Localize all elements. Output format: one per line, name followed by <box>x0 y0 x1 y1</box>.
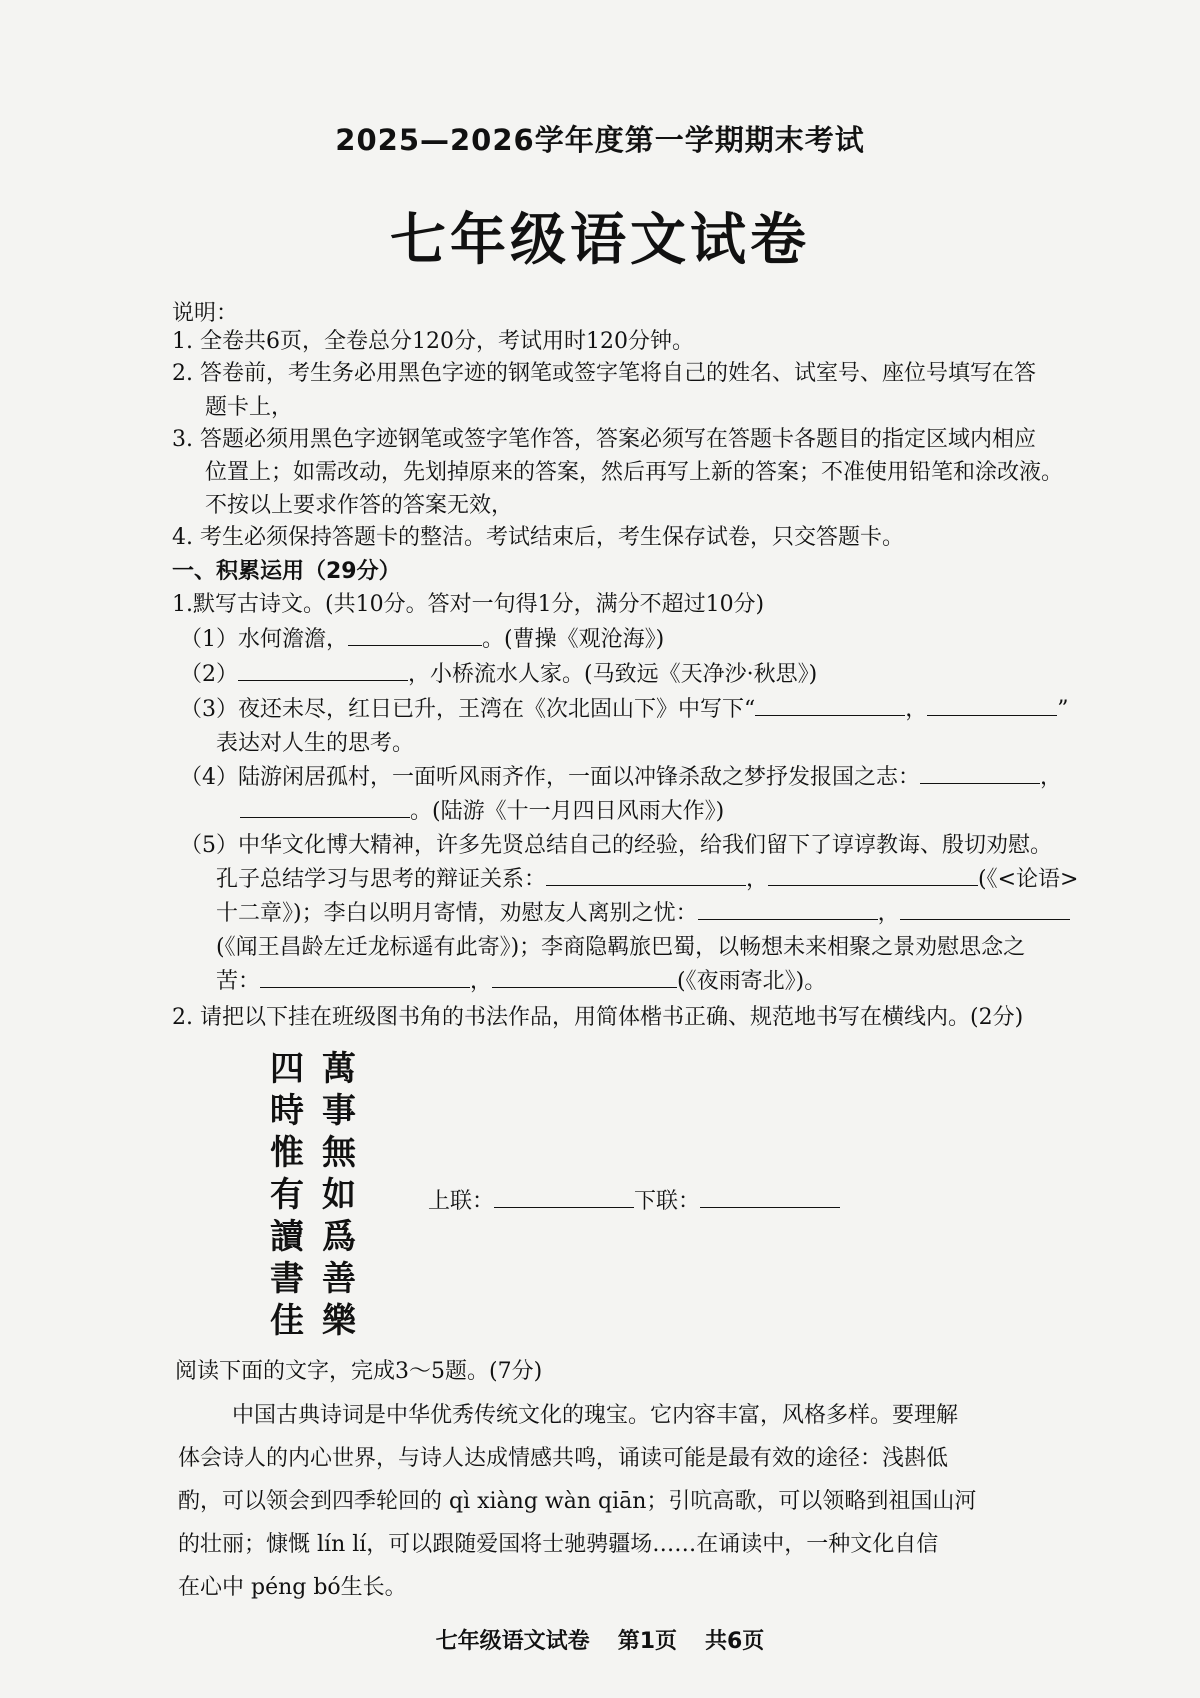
footer-paper-name: 七年级语文试卷 <box>435 1629 590 1654</box>
calligraphy-char: 萬 <box>322 1049 356 1089</box>
instruction-item: 3. 答题必须用黑色字迹钢笔或签字笔作答，答案必须写在答题卡各题目的指定区域内相应 <box>172 427 1036 452</box>
lower-couplet-blank[interactable] <box>700 1187 840 1208</box>
calligraphy-char: 事 <box>322 1091 356 1131</box>
passage-line: 的壮丽；慷慨 lín lí，可以跟随爱国将士驰骋疆场……在诵读中，一种文化自信 <box>178 1532 939 1557</box>
instruction-item: 题卡上， <box>205 395 294 420</box>
upper-couplet-label: 上联： <box>428 1189 495 1214</box>
instruction-item: 1. 全卷共6页，全卷总分120分，考试用时120分钟。 <box>172 329 694 354</box>
instruction-item: 不按以上要求作答的答案无效， <box>205 493 514 518</box>
reading-intro: 阅读下面的文字，完成3～5题。(7分) <box>175 1359 543 1384</box>
calligraphy-column-right <box>314 1048 364 1342</box>
calligraphy-char: 惟 <box>270 1133 304 1173</box>
calligraphy-char: 有 <box>270 1175 304 1215</box>
footer-page-total: 共6页 <box>705 1629 765 1654</box>
answer-blank[interactable] <box>492 967 677 988</box>
passage-line: 中国古典诗词是中华优秀传统文化的瑰宝。它内容丰富，风格多样。要理解 <box>232 1403 959 1428</box>
question-1-item-5: （5）中华文化博大精神，许多先贤总结自己的经验，给我们留下了谆谆教诲、殷切劝慰。 <box>180 833 1053 858</box>
calligraphy-char: 讀 <box>270 1217 304 1257</box>
answer-blank[interactable] <box>755 695 905 716</box>
question-1-item-2: （2） ，小桥流水人家。(马致远《天净沙·秋思》) <box>180 662 818 687</box>
question-1-item-1: （1）水何澹澹， 。(曹操《观沧海》) <box>180 627 665 652</box>
couplet-answer-row <box>428 1184 840 1215</box>
calligraphy-char: 樂 <box>322 1301 356 1341</box>
calligraphy-char: 時 <box>270 1091 304 1131</box>
instruction-item: 4. 考生必须保持答题卡的整洁。考试结束后，考生保存试卷，只交答题卡。 <box>172 525 904 550</box>
lower-couplet-label: 下联： <box>634 1189 701 1214</box>
question-2-stem: 2. 请把以下挂在班级图书角的书法作品，用简体楷书正确、规范地书写在横线内。(2分) <box>172 1005 1024 1030</box>
answer-blank[interactable] <box>927 695 1057 716</box>
question-1-item-4-cont: 。(陆游《十一月四日风雨大作》) <box>240 794 724 825</box>
upper-couplet-blank[interactable] <box>494 1187 634 1208</box>
page-footer <box>0 1624 1200 1655</box>
instruction-item: 位置上；如需改动，先划掉原来的答案，然后再写上新的答案；不准使用铅笔和涂改液。 <box>205 460 1064 485</box>
section-heading: 一、积累运用（29分） <box>172 559 401 584</box>
passage-line: 酌，可以领会到四季轮回的 qì xiàng wàn qiān；引吭高歌，可以领略到祖国山河 <box>178 1489 977 1514</box>
calligraphy-char: 佳 <box>270 1301 304 1341</box>
question-1-item-3: （3）夜还未尽，红日已升，王湾在《次北固山下》中写下“ ， ” <box>180 697 1069 722</box>
answer-blank[interactable] <box>698 899 878 920</box>
answer-blank[interactable] <box>920 763 1040 784</box>
question-1-item-5-line5: 苦： ， (《夜雨寄北》)。 <box>216 969 827 994</box>
question-1-item-3-cont: 表达对人生的思考。 <box>216 731 415 756</box>
instruction-item: 2. 答卷前，考生务必用黑色字迹的钢笔或签字笔将自己的姓名、试室号、座位号填写在答 <box>172 361 1036 386</box>
answer-blank[interactable] <box>260 967 470 988</box>
answer-blank[interactable] <box>768 865 978 886</box>
answer-blank[interactable] <box>546 865 746 886</box>
exam-title: 七年级语文试卷 <box>390 207 810 273</box>
passage-line: 在心中 péng bó生长。 <box>178 1575 407 1600</box>
calligraphy-char: 爲 <box>322 1217 356 1257</box>
calligraphy-column-left <box>262 1048 312 1342</box>
question-1-item-5-line3: 十二章》)；李白以明月寄情，劝慰友人离别之忧： ， <box>216 896 1070 927</box>
instructions-heading: 说明： <box>172 301 239 326</box>
calligraphy-char: 無 <box>322 1133 356 1173</box>
calligraphy-char: 書 <box>270 1259 304 1299</box>
question-1-item-5-line4: (《闻王昌龄左迁龙标遥有此寄》)；李商隐羁旅巴蜀，以畅想未来相聚之景劝慰思念之 <box>216 935 1026 960</box>
answer-blank[interactable] <box>238 660 408 681</box>
question-1-stem: 1.默写古诗文。(共10分。答对一句得1分，满分不超过10分) <box>172 592 765 617</box>
exam-year-line: 2025—2026学年度第一学期期末考试 <box>335 123 865 157</box>
calligraphy-char: 如 <box>322 1175 356 1215</box>
calligraphy-char: 善 <box>322 1259 356 1299</box>
footer-page-number: 第1页 <box>617 1629 677 1654</box>
passage-line: 体会诗人的内心世界，与诗人达成情感共鸣，诵读可能是最有效的途径：浅斟低 <box>178 1446 949 1471</box>
question-1-item-4: （4）陆游闲居孤村，一面听风雨齐作，一面以冲锋杀敌之梦抒发报国之志： ， <box>180 765 1063 790</box>
calligraphy-char: 四 <box>270 1049 304 1089</box>
answer-blank[interactable] <box>240 797 410 818</box>
answer-blank[interactable] <box>348 625 482 646</box>
question-1-item-5-line2: 孔子总结学习与思考的辩证关系： ， (《<论语> <box>216 867 1079 892</box>
answer-blank[interactable] <box>900 899 1070 920</box>
